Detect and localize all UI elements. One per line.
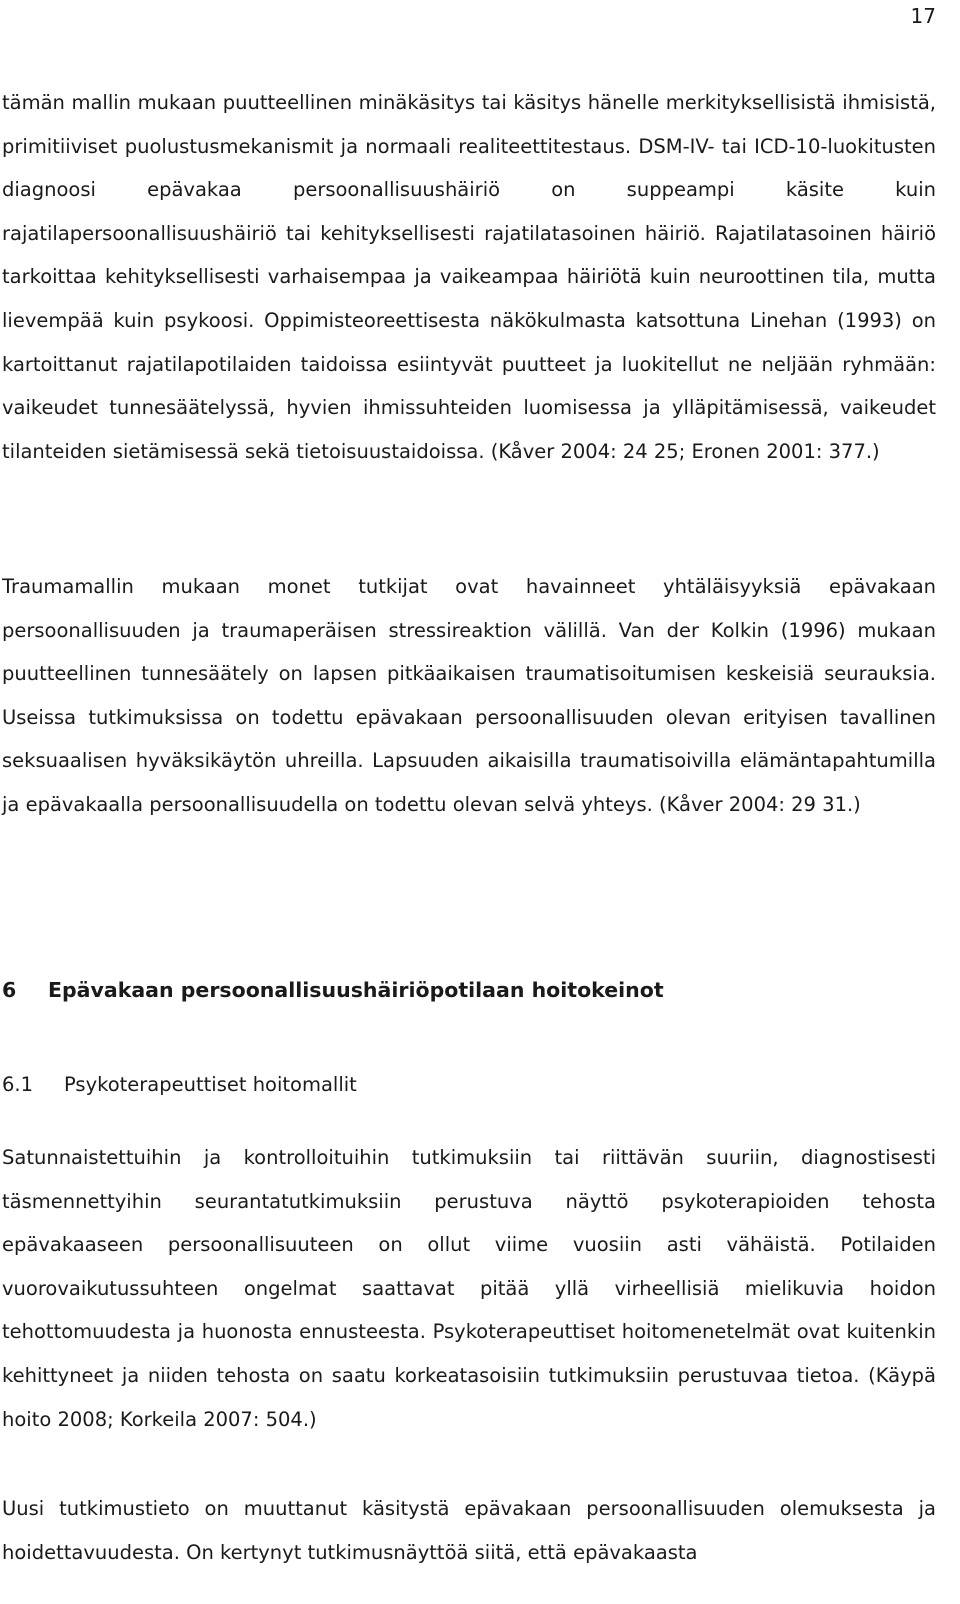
section-title: Epävakaan persoonallisuushäiriöpotilaan hoitokeinot <box>48 978 664 1002</box>
subsection-heading <box>2 1070 357 1100</box>
paragraph-3: Satunnaistettuihin ja kontrolloituihin tutkimuksiin tai riittävän suuriin, diagnostisesti täsmennettyihin seurantatutkimuksiin perustuva näyttö psykoterapioiden tehosta epävakaaseen persoonallisuuteen on ollut viime vuosiin asti vähäistä. Potilaiden vuorovaikutussuhteen ongelmat saattavat pitää yllä virheellisiä mielikuvia hoidon tehottomuudesta ja huonosta ennusteesta. Psykoterapeuttiset hoitomenetelmät ovat kuitenkin kehittyneet ja niiden tehosta on saatu korkeatasoisiin tutkimuksiin perustuvaa tietoa. (Käypä hoito 2008; Korkeila 2007: 504.) <box>2 1146 936 1431</box>
subsection-number: 6.1 <box>2 1073 34 1096</box>
section-number: 6 <box>2 978 17 1002</box>
subsection-title: Psykoterapeuttiset hoitomallit <box>64 1073 357 1096</box>
section-heading <box>2 975 664 1005</box>
paragraph-1: tämän mallin mukaan puutteellinen minäkäsitys tai käsitys hänelle merkityksellisistä ihmisistä, primitiiviset puolustusmekanismit ja normaali realiteettitestaus. DSM-IV- tai ICD-10-luokitusten diagnoosi epävakaa persoonallisuushäiriö on suppeampi käsite kuin rajatilapersoonallisuushäiriö tai kehityksellisesti rajatilatasoinen häiriö. Rajatilatasoinen häiriö tarkoittaa kehityksellisesti varhaisempaa ja vaikeampaa häiriötä kuin neuroottinen tila, mutta lievempää kuin psykoosi. Oppimisteoreettisesta näkökulmasta katsottuna Linehan (1993) on kartoittanut rajatilapotilaiden taidoissa esiintyvät puutteet ja luokitellut ne neljään ryhmään: vaikeudet tunnesäätelyssä, hyvien ihmissuhteiden luomisessa ja ylläpitämisessä, vaikeudet tilanteiden sietämisessä sekä tietoisuustaidoissa. (Kåver 2004: 24 25; Eronen 2001: 377.) <box>2 91 936 463</box>
paragraph-4: Uusi tutkimustieto on muuttanut käsitystä epävakaan persoonallisuuden olemuksesta ja hoidettavuudesta. On kertynyt tutkimusnäyttöä siitä, että epävakaasta <box>2 1497 936 1564</box>
paragraph-2: Traumamallin mukaan monet tutkijat ovat havainneet yhtäläisyyksiä epävakaan persoonallisuuden ja traumaperäisen stressireaktion välillä. Van der Kolkin (1996) mukaan puutteellinen tunnesäätely on lapsen pitkäaikaisen traumatisoitumisen keskeisiä seurauksia. Useissa tutkimuksissa on todettu epävakaan persoonallisuuden olevan erityisen tavallinen seksuaalisen hyväksikäytön uhreilla. Lapsuuden aikaisilla traumatisoivilla elämäntapahtumilla ja epävakaalla persoonallisuudella on todettu olevan selvä yhteys. (Kåver 2004: 29 31.) <box>2 575 936 816</box>
page-number: 17 <box>910 4 936 28</box>
